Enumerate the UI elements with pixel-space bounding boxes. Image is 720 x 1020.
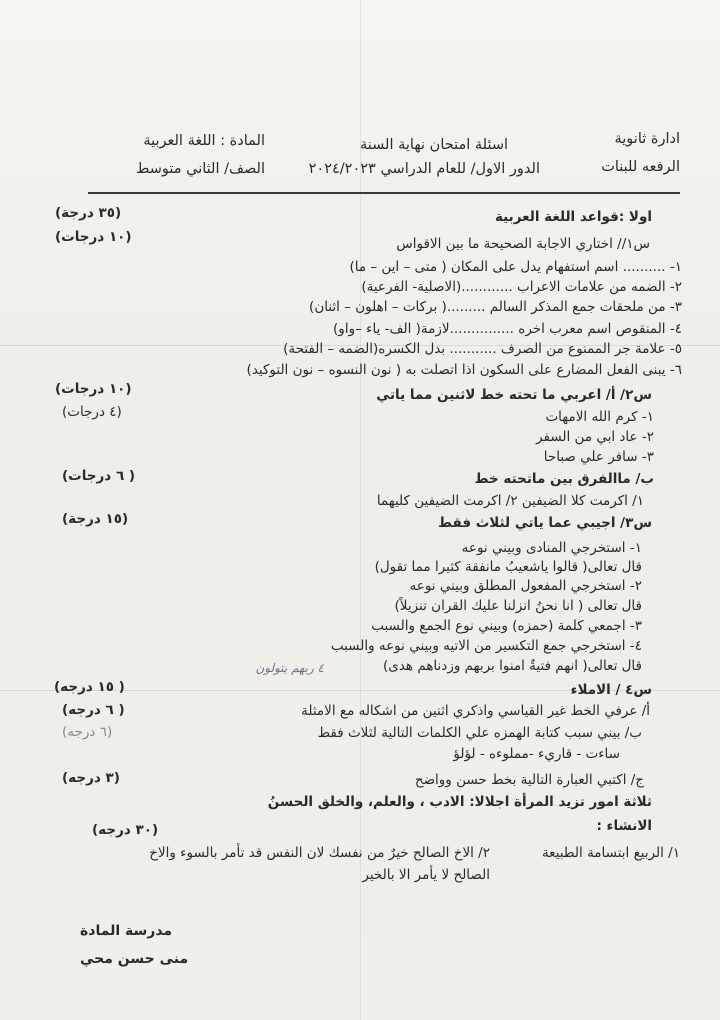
q1-item: ٦- يبنى الفعل المضارع على السكون اذا اتصلت به ( نون النسوه – نون التوكيد) — [246, 362, 682, 378]
q2-item: ٣- سافر علي صباحا — [543, 449, 654, 465]
q4-c-text: ثلاثة امور تزيد المرأة اجلالا: الادب ، والعلم، والخلق الحسنُ — [267, 794, 652, 810]
q4-marks: ( ١٥ درجه) — [54, 679, 125, 695]
q3-item: قال تعالى( قالوا ياشعيبُ مانفقة كثيرا مما تقول) — [374, 559, 642, 575]
q4-c: ج/ اكتبي العبارة التالية بخط حسن وواضح — [414, 772, 644, 788]
header-divider — [88, 192, 680, 194]
q3-item: ٢- استخرجي المفعول المطلق وبيني نوعه — [409, 578, 642, 594]
exam-session: الدور الاول/ للعام الدراسي ٢٠٢٤/٢٠٢٣ — [308, 161, 540, 177]
composition-title: الانشاء : — [596, 818, 652, 834]
admin-line2: الرفعه للبنات — [601, 159, 680, 175]
composition-marks: (٣٠ درجه) — [92, 822, 159, 838]
q1-item: ٤- المنقوص اسم معرب اخره ...............لازمة( الف- ياء –واو) — [333, 321, 682, 337]
q2-item: ١- كرم الله الامهات — [545, 409, 654, 425]
q3-item: ١- استخرجي المنادى وبيني نوعه — [461, 540, 642, 556]
handwritten-note: ٤ ربهم يتولون — [255, 661, 324, 675]
teacher-name: منى حسن محي — [80, 951, 189, 967]
q3-item: ٤- استخرجي جمع التكسير من الاتيه وبيني نوعه والسبب — [330, 638, 642, 654]
composition-option-1: ١/ الربيع ابتسامة الطبيعة — [541, 845, 680, 861]
q4-a: أ/ عرفي الخط غير القياسي واذكري اثنين من اشكاله مع الامثلة — [301, 703, 650, 719]
q1-title: س١// اختاري الاجابة الصحيحة ما بين الاقواس — [396, 236, 650, 252]
admin-line1: ادارة ثانوية — [614, 131, 680, 147]
q4-a-marks: ( ٦ درجه) — [62, 702, 125, 718]
q4-b-words: ساءت - قاريء -مملوءه - لؤلؤ — [453, 746, 620, 762]
q4-title: س٤ / الاملاء — [570, 682, 652, 698]
q3-marks: (١٥ درجة) — [62, 511, 129, 527]
q1-marks: (١٠ درجات) — [55, 229, 132, 245]
q3-title: س٣/ اجيبي عما ياتي لثلاث فقط — [438, 515, 652, 531]
q4-c-marks: (٣ درجه) — [62, 770, 120, 786]
q2b-items: ١/ اكرمت كلا الضيفين ٢/ اكرمت الضيفين كليهما — [376, 493, 644, 509]
q3-item: قال تعالى( انهم فتيةٌ امنوا بربهم وزدناهم هدى) — [383, 658, 642, 674]
section-marks: (٣٥ درجة) — [55, 205, 122, 221]
composition-option-2-cont: الصالح لا يأمر الا بالخير — [362, 867, 490, 883]
q1-item: ٢- الضمه من علامات الاعراب ............(الاصلية- الفرعية) — [361, 279, 682, 295]
q4-b: ب/ بيني سبب كتابة الهمزه علي الكلمات التالية لثلاث فقط — [317, 725, 642, 741]
q1-item: ٥- علامة جر الممنوع من الصرف ........... بدل الكسره(الضمه – الفتحة) — [283, 341, 682, 357]
section-title: اولا :قواعد اللغة العربية — [494, 209, 652, 225]
grade-label: الصف/ الثاني متوسط — [135, 161, 265, 177]
teacher-label: مدرسة المادة — [80, 923, 173, 939]
q3-item: قال تعالى ( انا نحنُ انزلنا عليك القران تنزيلاً) — [394, 598, 642, 614]
q3-item: ٣- اجمعي كلمة (حمزه) وبيني نوع الجمع والسبب — [371, 618, 642, 634]
q2b-title: ب/ ماالفرق بين ماتحته خط — [474, 471, 654, 487]
q2-sub-marks: (٤ درجات) — [62, 404, 122, 420]
q2-item: ٢- عاد ابي من السفر — [536, 429, 654, 445]
q2-marks: (١٠ درجات) — [55, 381, 132, 397]
exam-title: اسئلة امتحان نهاية السنة — [359, 137, 508, 153]
q1-item: ١- .......... اسم استفهام يدل على المكان ( متى – اين – ما) — [349, 259, 682, 275]
q2-title: س٢/ أ/ اعربي ما تحته خط لاثنين مما ياتي — [376, 387, 652, 403]
q1-item: ٣- من ملحقات جمع المذكر السالم .........( بركات – اهلون – اثنان) — [309, 299, 682, 315]
q2b-marks: ( ٦ درجات) — [62, 468, 136, 484]
subject-label: المادة : اللغة العربية — [143, 133, 265, 149]
composition-option-2: ٢/ الاخ الصالح خيرٌ من نفسك لان النفس قد تأمر بالسوء والاخ — [149, 845, 490, 861]
q4-b-marks: (٦ درجه) — [62, 724, 113, 740]
